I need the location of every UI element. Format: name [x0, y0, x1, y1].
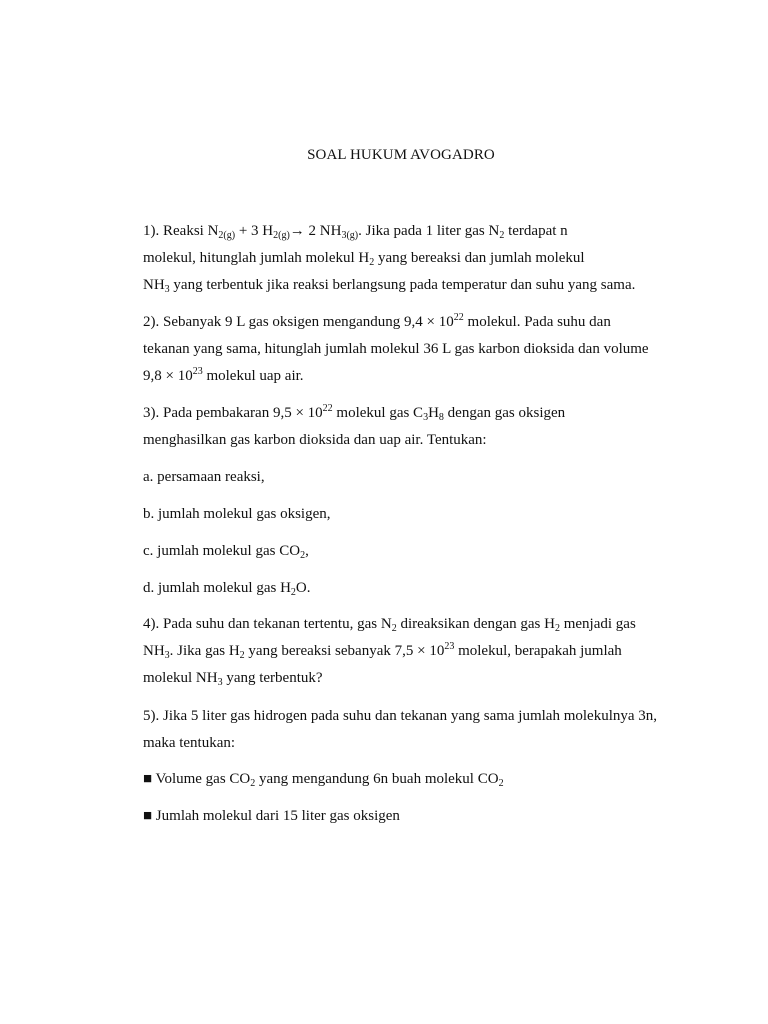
question-9-line-1: 5). Jika 5 liter gas hidrogen pada suhu dan tekanan yang sama jumlah molekulnya 3n, [143, 708, 658, 724]
question-3-line-1: 3). Pada pembakaran $9,5 \times 10^{22}$ molekul gas $C_3H_8$ dengan gas oksigen [143, 403, 566, 423]
question-8-line-2: $NH_3$. Jika gas $H_2$ yang bereaksi sebanyak $7,5 \times 10^{23}$ molekul, berapakah jumlah [143, 641, 622, 661]
question-9-line-2: maka tentukan: [143, 735, 236, 751]
question-6-line-1: c. jumlah molekul gas $CO_2$, [143, 543, 309, 561]
question-10-line-1: ■ Volume gas $CO_2$ yang mengandung 6n buah molekul $CO_2$ [143, 771, 504, 789]
document-title: SOAL HUKUM AVOGADRO [307, 147, 495, 163]
question-1-line-3: $NH_3$ yang terbentuk jika reaksi berlangsung pada temperatur dan suhu yang sama. [143, 277, 636, 295]
question-2-line-2: tekanan yang sama, hitunglah jumlah molekul 36 L gas karbon dioksida dan volume [143, 341, 649, 357]
question-1-line-1: 1). Reaksi $N_{2(g)} + 3$ $H_{2(g)}\to 2$ $NH_{3(g)}$. Jika pada 1 liter gas $N_2$ terdapat n [143, 223, 568, 241]
question-4-line-1: a. persamaan reaksi, [143, 469, 265, 485]
question-5-line-1: b. jumlah molekul gas oksigen, [143, 506, 331, 522]
question-2-line-1: 2). Sebanyak 9 L gas oksigen mengandung $9,4 \times 10^{22}$ molekul. Pada suhu dan [143, 312, 611, 330]
question-8-line-1: 4). Pada suhu dan tekanan tertentu, gas $N_2$ direaksikan dengan gas $H_2$ menjadi gas [143, 616, 636, 634]
question-3-line-2: menghasilkan gas karbon dioksida dan uap air. Tentukan: [143, 432, 487, 448]
question-11-line-1: ■ Jumlah molekul dari 15 liter gas oksigen [143, 808, 400, 824]
question-1-line-2: molekul, hitunglah jumlah molekul $H_2$ yang bereaksi dan jumlah molekul [143, 250, 585, 268]
question-8-line-3: molekul $NH_3$ yang terbentuk? [143, 670, 323, 688]
question-7-line-1: d. jumlah molekul gas $H_2O$. [143, 580, 311, 598]
question-2-line-3: $9,8 \times 10^{23}$ molekul uap air. [143, 366, 304, 384]
